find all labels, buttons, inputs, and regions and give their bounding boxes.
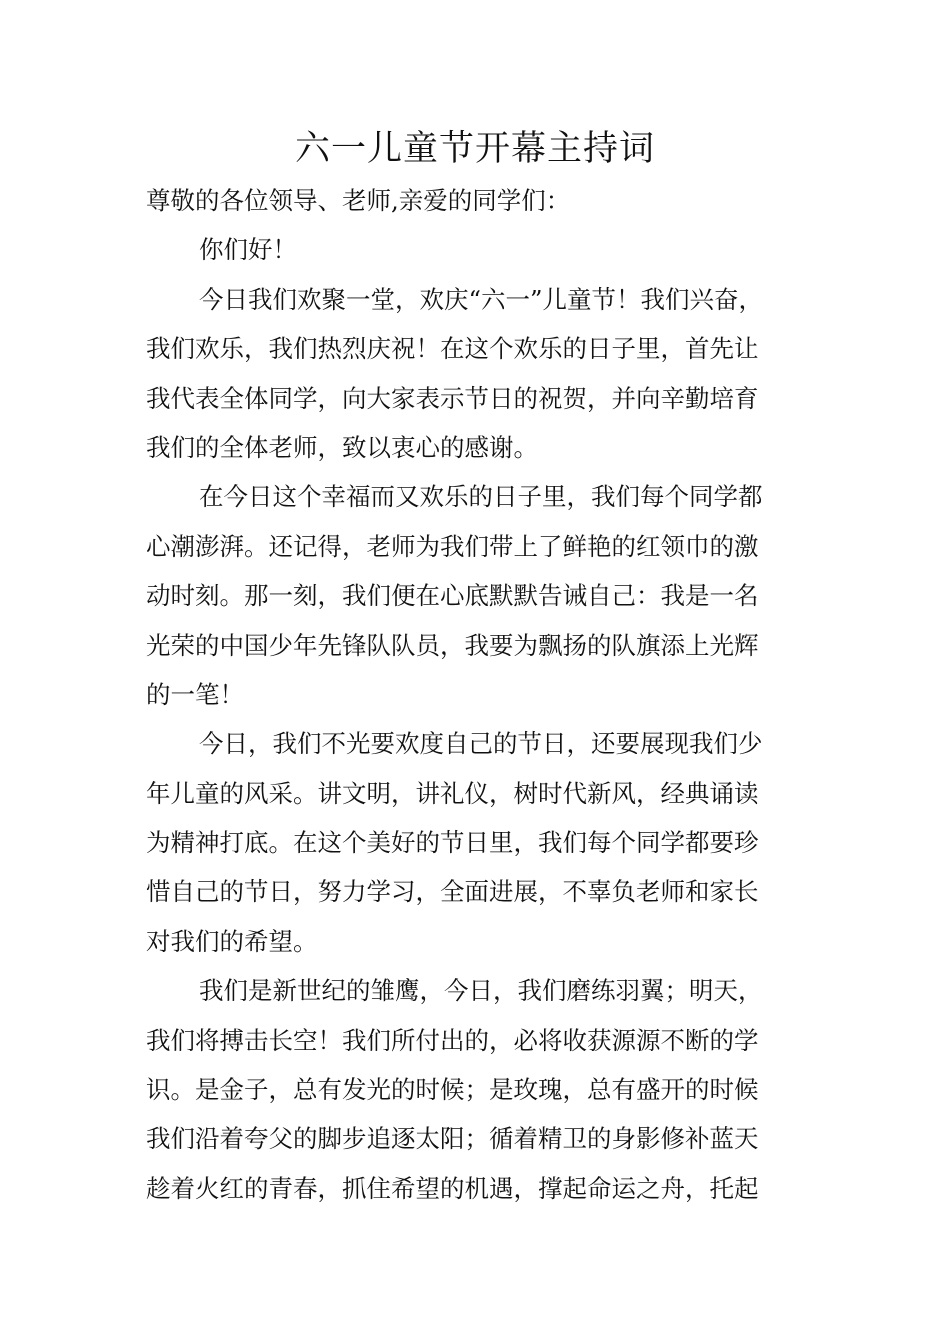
text-line: 我们欢乐，我们热烈庆祝！在这个欢乐的日子里，首先让 xyxy=(146,334,759,364)
text-line: 我代表全体同学，向大家表示节日的祝贺，并向辛勤培育 xyxy=(146,383,759,413)
text-line: 今日，我们不光要欢度自己的节日，还要展现我们少 xyxy=(199,729,763,759)
page-title: 六一儿童节开幕主持词 xyxy=(294,129,655,169)
text-line: 我们是新世纪的雏鹰，今日，我们磨练羽翼；明天， xyxy=(199,976,763,1006)
text-line: 今日我们欢聚一堂，欢庆“六一”儿童节！我们兴奋， xyxy=(199,284,764,314)
text-line: 动时刻。那一刻，我们便在心底默默告诫自己：我是一名 xyxy=(146,581,759,611)
document-body xyxy=(146,176,816,1213)
text-line: 尊敬的各位领导、老师,亲爱的同学们： xyxy=(146,186,571,215)
text-line: 趁着火红的青春，抓住希望的机遇，撑起命运之舟，托起 xyxy=(146,1173,759,1203)
text-line: 对我们的希望。 xyxy=(146,926,318,956)
text-line: 惜自己的节日，努力学习，全面进展，不辜负老师和家长 xyxy=(146,877,759,907)
text-line: 你们好！ xyxy=(199,235,297,265)
text-line: 光荣的中国少年先锋队队员，我要为飘扬的队旗添上光辉 xyxy=(146,630,759,660)
text-line: 我们的全体老师，致以衷心的感谢。 xyxy=(146,432,538,462)
text-line: 的一笔！ xyxy=(146,679,244,709)
text-line: 我们将搏击长空！我们所付出的，必将收获源源不断的学 xyxy=(146,1025,759,1055)
text-line: 我们沿着夸父的脚步追逐太阳；循着精卫的身影修补蓝天 xyxy=(146,1124,759,1154)
text-line: 年儿童的风采。讲文明，讲礼仪，树时代新风，经典诵读 xyxy=(146,778,759,808)
text-line: 在今日这个幸福而又欢乐的日子里，我们每个同学都 xyxy=(199,482,763,512)
text-line: 心潮澎湃。还记得，老师为我们带上了鲜艳的红领巾的激 xyxy=(146,531,759,561)
text-line: 为精神打底。在这个美好的节日里，我们每个同学都要珍 xyxy=(146,828,759,858)
text-line: 识。是金子，总有发光的时候；是玫瑰，总有盛开的时候 xyxy=(146,1075,759,1105)
